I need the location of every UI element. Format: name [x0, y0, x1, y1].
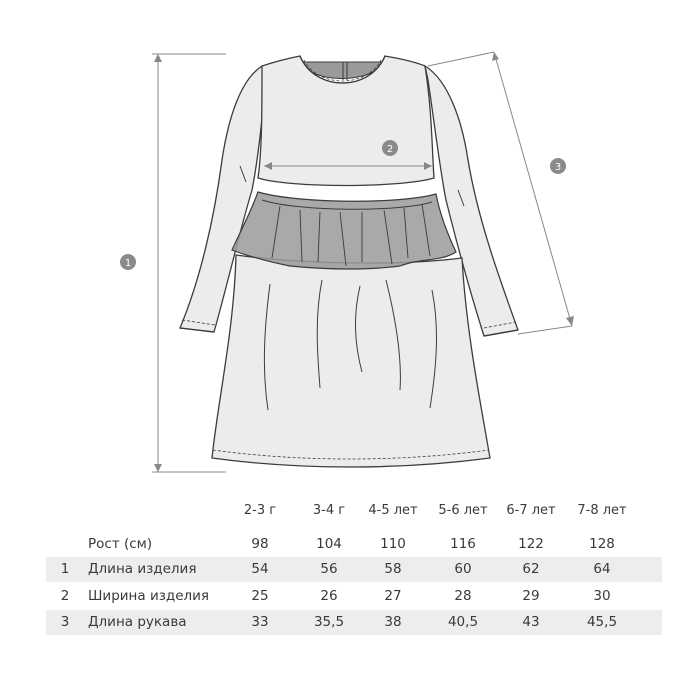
size-header: 6-7 лет — [506, 503, 556, 518]
peplum — [232, 192, 456, 269]
table-cell: 38 — [384, 614, 402, 630]
row-index: 2 — [60, 588, 70, 604]
table-cell: 62 — [522, 561, 540, 577]
table-cell: 110 — [380, 536, 406, 552]
size-header: 3-4 г — [312, 503, 346, 518]
table-cell: 27 — [384, 588, 402, 604]
table-row-width — [46, 584, 662, 609]
skirt — [212, 255, 490, 467]
row-index: 3 — [60, 614, 70, 630]
table-row-height — [46, 532, 662, 557]
table-cell: 56 — [320, 561, 338, 577]
table-cell: 45,5 — [586, 614, 618, 630]
table-cell: 40,5 — [447, 614, 479, 630]
table-row-sleeve — [46, 610, 662, 635]
row-label: Ширина изделия — [88, 588, 210, 604]
table-cell: 116 — [450, 536, 476, 552]
table-cell: 122 — [518, 536, 544, 552]
table-cell: 26 — [320, 588, 338, 604]
table-cell: 35,5 — [313, 614, 345, 630]
table-row-length — [46, 557, 662, 582]
table-cell: 33 — [251, 614, 269, 630]
table-cell: 30 — [593, 588, 611, 604]
table-cell: 128 — [589, 536, 615, 552]
table-cell: 98 — [251, 536, 269, 552]
size-header: 7-8 лет — [577, 503, 627, 518]
size-header: 4-5 лет — [368, 503, 418, 518]
table-cell: 29 — [522, 588, 540, 604]
table-cell: 64 — [593, 561, 611, 577]
size-header: 2-3 г — [243, 503, 277, 518]
callout-1-label: 1 — [124, 258, 132, 269]
table-cell: 54 — [251, 561, 269, 577]
table-cell: 104 — [316, 536, 342, 552]
table-cell: 58 — [384, 561, 402, 577]
table-cell: 28 — [454, 588, 472, 604]
table-cell: 43 — [522, 614, 540, 630]
row-index: 1 — [60, 561, 70, 577]
row-label: Рост (см) — [88, 536, 153, 552]
size-header: 5-6 лет — [438, 503, 488, 518]
row-label: Длина изделия — [88, 561, 197, 577]
table-cell: 25 — [251, 588, 269, 604]
table-cell: 60 — [454, 561, 472, 577]
callout-3-label: 3 — [554, 162, 562, 173]
row-label: Длина рукава — [88, 614, 187, 630]
callout-2-label: 2 — [386, 144, 394, 155]
